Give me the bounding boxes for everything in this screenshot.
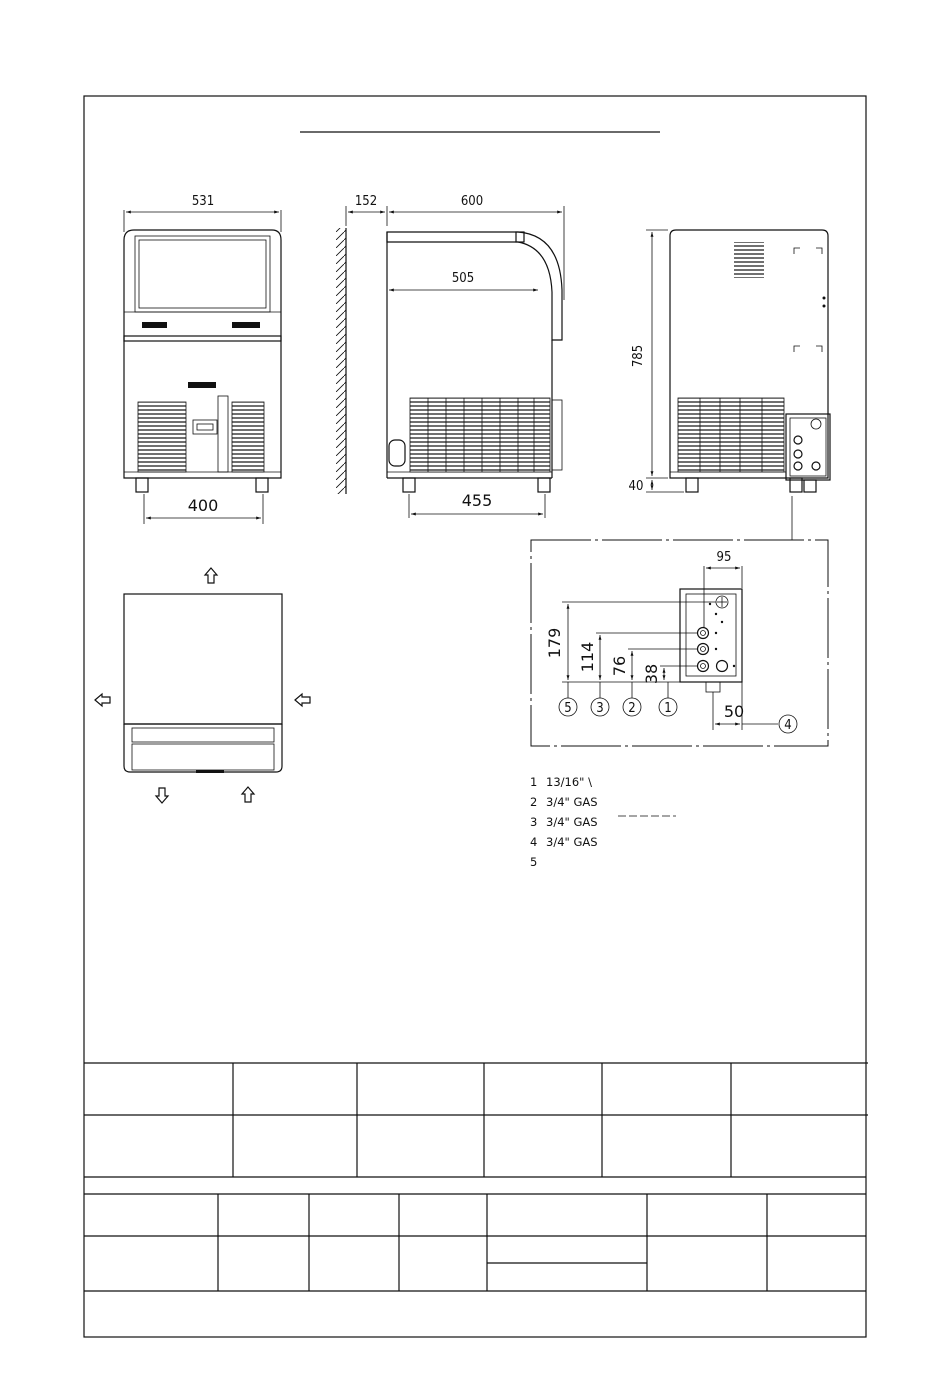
svg-text:3: 3 xyxy=(596,701,604,716)
airflow-arrow-down xyxy=(156,788,168,803)
legend-item xyxy=(530,855,537,869)
svg-text:3/4" GAS: 3/4" GAS xyxy=(546,795,598,809)
svg-text:3/4" GAS: 3/4" GAS xyxy=(546,815,598,829)
detail-dim-114: 114 xyxy=(578,641,597,673)
side-feet-label: 455 xyxy=(461,491,493,510)
airflow-arrow-up-bottom xyxy=(242,787,254,802)
side-inner-label: 505 xyxy=(451,271,475,286)
detail-marker-5 xyxy=(559,698,577,716)
title-block-table-1 xyxy=(84,1063,868,1177)
detail-marker-4 xyxy=(779,715,797,733)
svg-text:3/4" GAS: 3/4" GAS xyxy=(546,835,598,849)
legend-item xyxy=(530,775,592,789)
side-wall-gap-label: 152 xyxy=(354,194,378,209)
front-feet-label: 400 xyxy=(187,496,219,515)
back-view xyxy=(629,230,830,540)
detail-width-label: 95 xyxy=(716,550,732,565)
legend-item xyxy=(530,815,598,829)
detail-marker-3 xyxy=(591,698,609,716)
detail-dim-50: 50 xyxy=(723,702,745,721)
detail-dim-179: 179 xyxy=(545,627,564,659)
svg-text:3: 3 xyxy=(530,815,538,829)
back-feet-height-label: 40 xyxy=(628,479,644,494)
svg-text:5: 5 xyxy=(530,855,538,869)
front-width-label: 531 xyxy=(191,194,215,209)
legend-item xyxy=(530,835,598,849)
front-view xyxy=(124,194,281,524)
svg-text:1: 1 xyxy=(664,701,672,716)
svg-text:2: 2 xyxy=(628,701,636,716)
svg-text:4: 4 xyxy=(784,718,792,733)
detail-marker-1 xyxy=(659,698,677,716)
svg-text:1: 1 xyxy=(530,775,538,789)
back-height-label: 785 xyxy=(631,344,646,368)
svg-text:4: 4 xyxy=(530,835,538,849)
svg-text:2: 2 xyxy=(530,795,538,809)
airflow-arrow-right-in xyxy=(295,694,310,706)
connection-legend xyxy=(530,775,676,869)
svg-text:13/16" \: 13/16" \ xyxy=(546,775,592,789)
legend-item xyxy=(530,795,598,809)
detail-marker-2 xyxy=(623,698,641,716)
side-depth-label: 600 xyxy=(460,194,484,209)
top-view xyxy=(95,568,310,803)
svg-text:5: 5 xyxy=(564,701,572,716)
title-block-table-2 xyxy=(84,1194,866,1291)
detail-dim-76: 76 xyxy=(610,655,629,677)
airflow-arrow-left xyxy=(95,694,110,706)
side-view xyxy=(336,194,564,518)
airflow-arrow-up-top xyxy=(205,568,217,583)
sheet-frame xyxy=(84,96,866,1337)
detail-dim-38: 38 xyxy=(642,663,661,685)
connection-detail xyxy=(531,540,828,746)
